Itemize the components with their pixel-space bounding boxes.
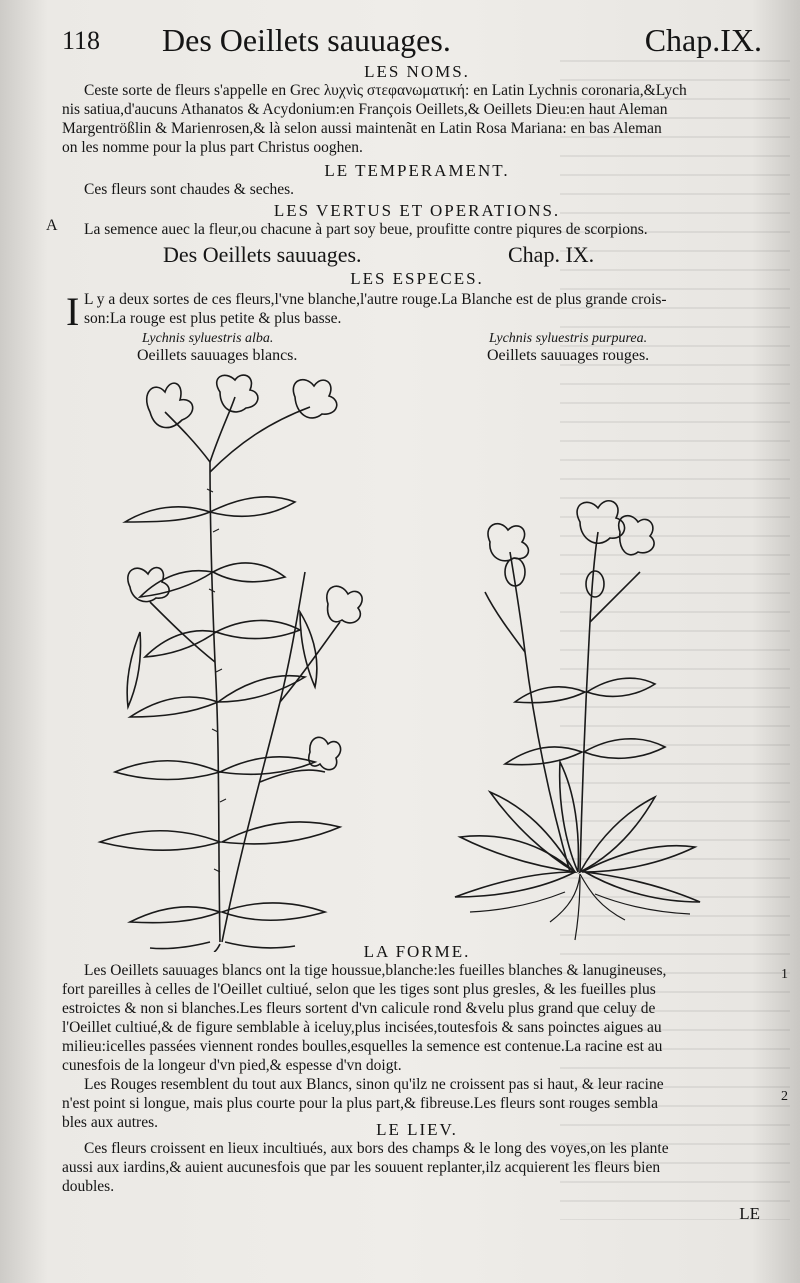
text-line: n'est point si longue, mais plus courte pour la plus part,& fibreuse.Les fleurs sont rouges sembla (62, 1095, 658, 1112)
page-number: 118 (62, 26, 101, 55)
section-heading: LES VERTUS ET OPERATIONS. (273, 201, 561, 220)
chapter-label: Chap.IX. (644, 22, 762, 58)
text-line: Ces fleurs sont chaudes & seches. (84, 181, 295, 198)
figure-caption-latin-left: Lychnis syluestris alba. (142, 331, 274, 346)
page-header (62, 22, 770, 62)
white-campion-woodcut (70, 372, 370, 952)
text-line: fort pareilles à celles de l'Oeillet cultiué, selon que les tiges sont plus gresles, & les fueilles plus (62, 981, 656, 998)
figure-caption-french-left: Oeillets sauuages blancs. (137, 347, 298, 364)
text-line: L y a deux sortes de ces fleurs,l'vne blanche,l'autre rouge.La Blanche est de plus grande crois- (84, 291, 667, 308)
text-line: l'Oeillet cultiué,& de figure semblable à iceluy,plus incisées,toutesfois & sans poinctes aigues au (62, 1019, 662, 1036)
section-especes (62, 269, 772, 288)
text-line: Ces fleurs croissent en lieux incultiués, aux bors des champs & le long des voyes,on les plante (84, 1140, 669, 1157)
text-line: Les Oeillets sauuages blancs ont la tige houssue,blanche:les fueilles blanches & lanugineuses, (84, 962, 667, 979)
text-line: milieu:icelles passées viennent rondes boulles,esquelles la semence est contenue.La racine est au (62, 1038, 663, 1055)
margin-letter: A (46, 217, 58, 234)
section-lieu (62, 1120, 772, 1196)
section-heading: LA FORME. (363, 942, 471, 961)
section-vertus (62, 201, 772, 239)
text-line: Margentrößlin & Marienrosen,& là selon aussi maintenãt en Latin Rosa Mariana: en bas Aleman (62, 120, 662, 137)
section-heading: LES ESPECES. (350, 269, 484, 288)
text-line: on les nomme pour la plus part Christus ooghen. (62, 139, 363, 156)
chapter-label-repeat: Chap. IX. (508, 242, 595, 267)
text-line: cunesfois de la longeur d'vn pied,& espesse d'vn doigt. (62, 1057, 402, 1074)
running-title-repeat: Des Oeillets sauuages. (163, 242, 362, 267)
catchword: LE (739, 1204, 760, 1223)
text-line: Les Rouges resemblent du tout aux Blancs, sinon qu'ilz ne croissent pas si haut, & leur racine (84, 1076, 664, 1093)
margin-number: 1 (781, 967, 788, 982)
section-temperament (62, 161, 772, 199)
text-line: doubles. (62, 1178, 115, 1195)
section-heading: LE LIEV. (376, 1120, 458, 1139)
text-line: nis satiua,d'aucuns Athanatos & Acydonium:en François Oeillets,& Oeillets Dieu:en haut Aleman (62, 101, 668, 118)
text-line: La semence auec la fleur,ou chacune à part soy beue, proufitte contre piqures de scorpions. (84, 221, 648, 238)
especes-text (84, 290, 772, 328)
margin-number: 2 (781, 1089, 788, 1104)
red-campion-woodcut (430, 492, 710, 942)
drop-cap: I (66, 289, 80, 334)
section-heading: LE TEMPERAMENT. (324, 161, 510, 180)
text-line: son:La rouge est plus petite & plus basse. (84, 310, 342, 327)
section-noms (62, 62, 772, 157)
figure-caption-latin-right: Lychnis syluestris purpurea. (489, 331, 648, 346)
running-title: Des Oeillets sauuages. (162, 22, 451, 58)
figure-caption-french-right: Oeillets sauuages rouges. (487, 347, 650, 364)
text-line: estroictes & non si blanches.Les fleurs sortent d'vn calicule rond &velu plus grand que celuy de (62, 1000, 656, 1017)
section-forme (62, 942, 772, 1132)
text-line: aussi aux iardins,& auient aucunesfois que par les souuent replanter,ilz acquierent les fleurs bien (62, 1159, 661, 1176)
section-heading: LES NOMS. (364, 62, 470, 81)
text-line: bles aux autres. (62, 1114, 158, 1131)
text-line: Ceste sorte de fleurs s'appelle en Grec λυχνὶς στεφανωματική: en Latin Lychnis coronaria,&Lych (84, 82, 687, 99)
